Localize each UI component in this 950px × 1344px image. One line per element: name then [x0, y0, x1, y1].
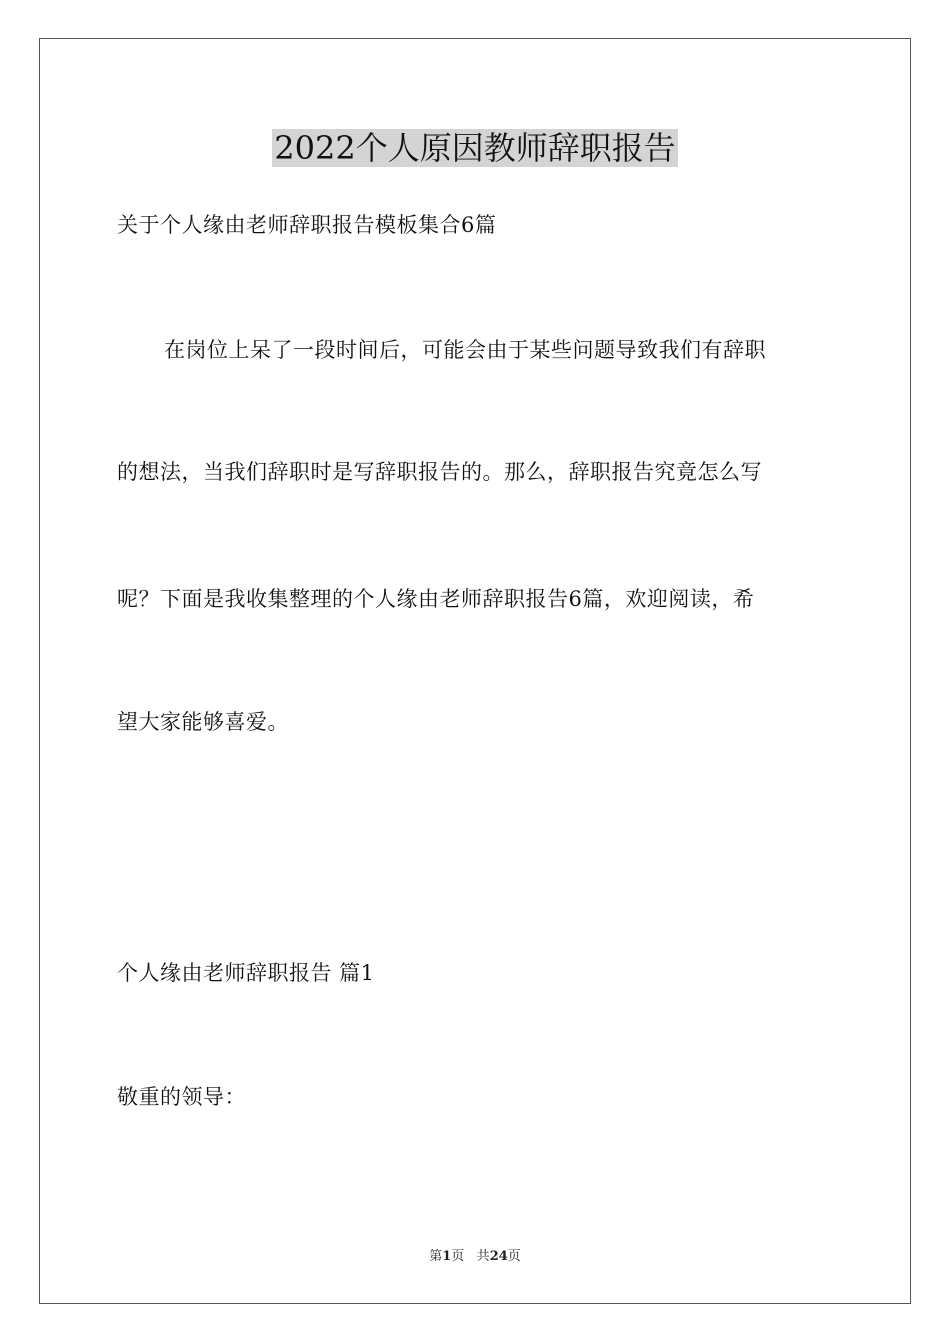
intro-paragraph-line: 呢？下面是我收集整理的个人缘由老师辞职报告6篇，欢迎阅读，希 [117, 587, 755, 611]
intro-paragraph-line: 的想法，当我们辞职时是写辞职报告的。那么，辞职报告究竟怎么写 [117, 460, 762, 484]
total-page-count: 24 [489, 1249, 508, 1264]
document-title [0, 128, 950, 168]
total-prefix: 共 [476, 1249, 490, 1264]
total-suffix: 页 [507, 1249, 521, 1264]
section-heading: 个人缘由老师辞职报告 篇1 [117, 961, 375, 985]
document-title-text: 2022个人原因教师辞职报告 [274, 129, 676, 167]
document-subtitle: 关于个人缘由老师辞职报告模板集合6篇 [117, 213, 497, 237]
salutation: 敬重的领导： [117, 1085, 246, 1109]
page-prefix: 第 [429, 1249, 443, 1264]
page-suffix: 页 [451, 1249, 465, 1264]
current-page-number: 1 [442, 1249, 452, 1264]
page-footer [0, 1248, 950, 1266]
intro-paragraph-line: 在岗位上呆了一段时间后，可能会由于某些问题导致我们有辞职 [164, 338, 766, 362]
intro-paragraph-line: 望大家能够喜爱。 [117, 710, 289, 734]
